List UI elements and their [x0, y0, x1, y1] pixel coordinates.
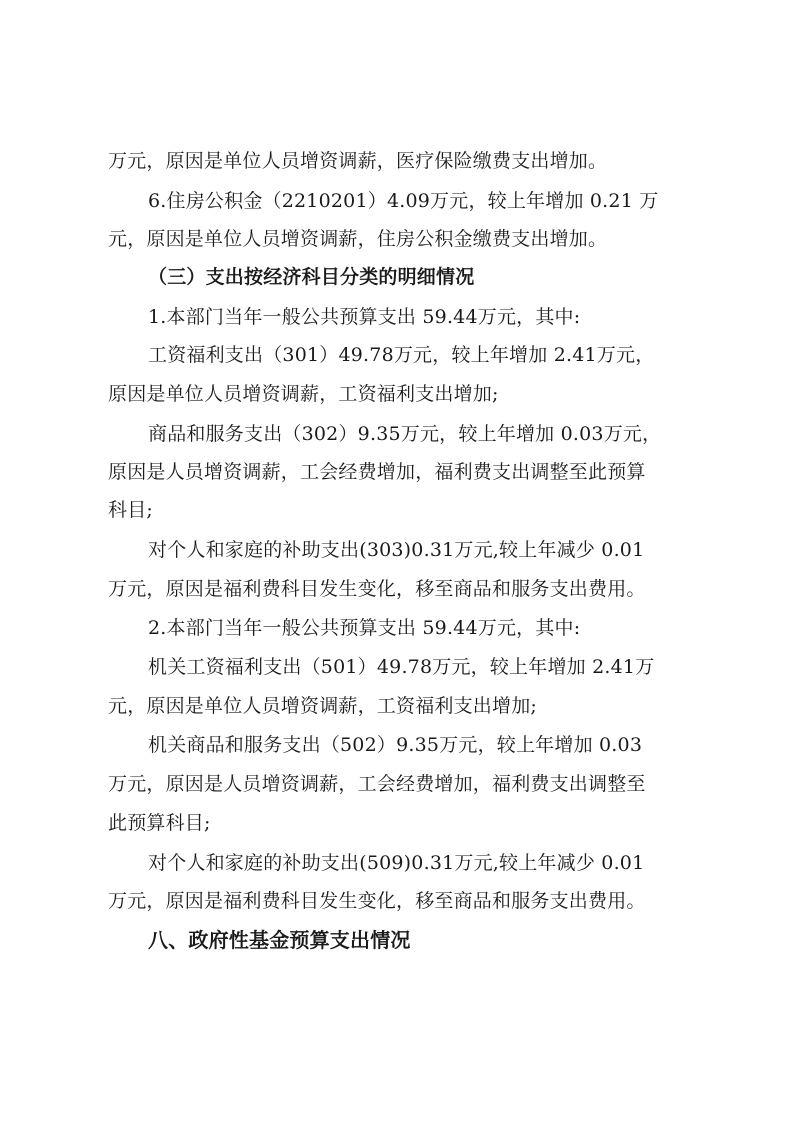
- paragraph-line: 万元，原因是单位人员增资调薪，医疗保险缴费支出增加。: [108, 150, 608, 172]
- section-subheading: （三）支出按经济科目分类的明细情况: [148, 266, 475, 288]
- paragraph-line: 对个人和家庭的补助支出(509)0.31万元,较上年减少 0.01: [148, 852, 645, 874]
- paragraph-line: 万元，原因是福利费科目发生变化，移至商品和服务支出费用。: [108, 578, 646, 600]
- paragraph-line: 元，原因是单位人员增资调薪，住房公积金缴费支出增加。: [108, 228, 608, 250]
- paragraph-line: 万元，原因是福利费科目发生变化，移至商品和服务支出费用。: [108, 890, 646, 912]
- paragraph-line: 2.本部门当年一般公共预算支出 59.44万元，其中:: [148, 617, 581, 639]
- paragraph-line: 1.本部门当年一般公共预算支出 59.44万元，其中:: [148, 306, 581, 328]
- paragraph-line: 商品和服务支出（302）9.35万元，较上年增加 0.03万元，: [148, 423, 662, 445]
- paragraph-line: 原因是人员增资调薪，工会经费增加，福利费支出调整至此预算: [108, 461, 646, 483]
- paragraph-line: 万元，原因是人员增资调薪，工会经费增加，福利费支出调整至: [108, 773, 646, 795]
- paragraph-line: 科目;: [108, 499, 154, 521]
- paragraph-line: 元，原因是单位人员增资调薪，工资福利支出增加;: [108, 695, 538, 717]
- paragraph-line: 此预算科目;: [108, 812, 211, 834]
- paragraph-line: 机关工资福利支出（501）49.78万元，较上年增加 2.41万: [148, 656, 655, 678]
- section-heading: 八、政府性基金预算支出情况: [148, 928, 411, 952]
- paragraph-line: 原因是单位人员增资调薪，工资福利支出增加;: [108, 383, 499, 405]
- paragraph-line: 对个人和家庭的补助支出(303)0.31万元,较上年减少 0.01: [148, 539, 645, 561]
- paragraph-line: 工资福利支出（301）49.78万元，较上年增加 2.41万元，: [148, 344, 655, 366]
- paragraph-line: 6.住房公积金（2210201）4.09万元，较上年增加 0.21 万: [148, 190, 659, 212]
- paragraph-line: 机关商品和服务支出（502）9.35万元，较上年增加 0.03: [148, 734, 643, 756]
